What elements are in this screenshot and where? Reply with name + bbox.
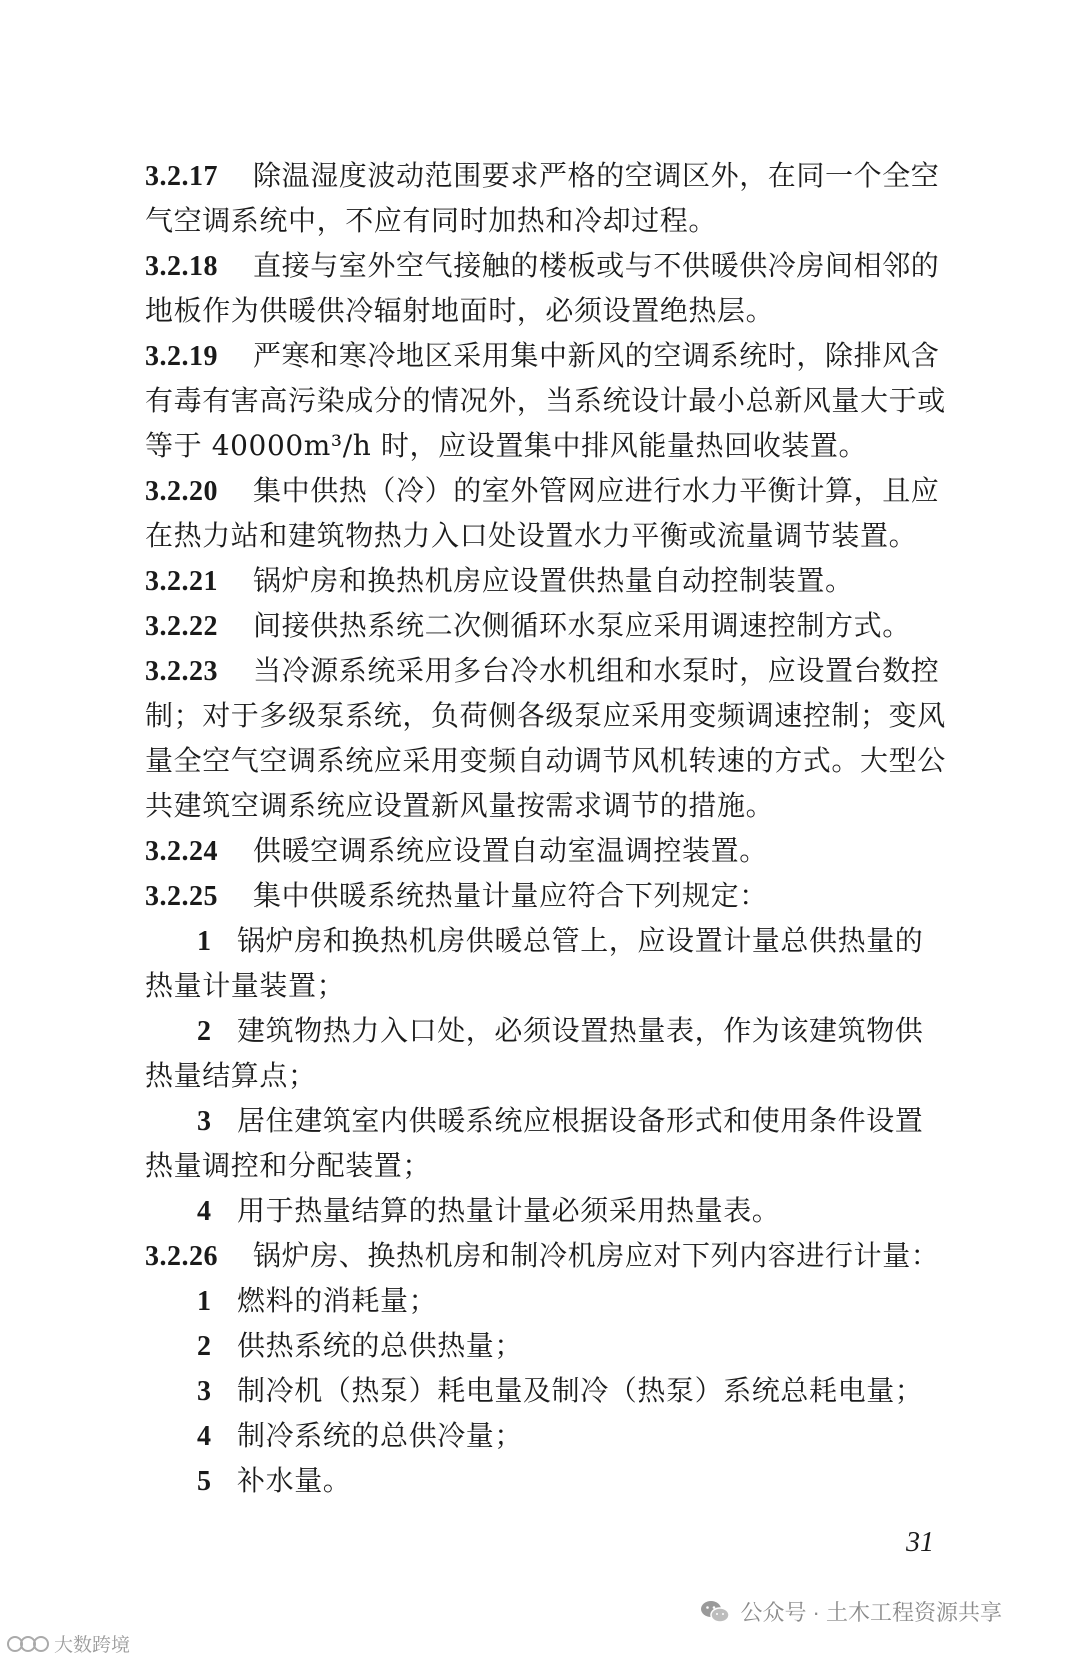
line-text: 供暖空调系统应设置自动室温调控装置。	[253, 834, 768, 867]
line-text: 用于热量结算的热量计量必须采用热量表。	[237, 1194, 781, 1227]
item-number: 1	[197, 1286, 212, 1317]
line-text: 地板作为供暖供冷辐射地面时，必须设置绝热层。	[145, 294, 775, 327]
text-line	[145, 198, 965, 243]
line-text: 供热系统的总供热量；	[237, 1329, 524, 1362]
wechat-icon	[700, 1599, 730, 1625]
line-text: 有毒有害高污染成分的情况外，当系统设计最小总新风量大于或	[145, 384, 946, 417]
watermark-right-text: 公众号 · 土木工程资源共享	[740, 1600, 1002, 1625]
item-number: 2	[197, 1331, 212, 1362]
clause-number: 3.2.23	[145, 656, 218, 687]
text-line	[145, 1188, 965, 1233]
text-line	[145, 378, 965, 423]
line-text: 制；对于多级泵系统，负荷侧各级泵应采用变频调速控制；变风	[145, 699, 946, 732]
text-line	[145, 1098, 965, 1143]
line-text: 直接与室外空气接触的楼板或与不供暖供冷房间相邻的	[253, 249, 940, 282]
line-text: 当冷源系统采用多台冷水机组和水泵时，应设置台数控	[253, 654, 940, 687]
line-text: 集中供热（冷）的室外管网应进行水力平衡计算，且应	[253, 474, 940, 507]
text-line	[145, 513, 965, 558]
text-line	[145, 693, 965, 738]
text-line	[145, 648, 965, 693]
clause-number: 3.2.18	[145, 251, 218, 282]
text-line	[145, 828, 965, 873]
clause-number: 3.2.21	[145, 566, 218, 597]
line-text: 居住建筑室内供暖系统应根据设备形式和使用条件设置	[237, 1104, 924, 1137]
text-line	[145, 1278, 965, 1323]
text-line	[145, 288, 965, 333]
text-line	[145, 153, 965, 198]
line-text: 等于 40000m³/h 时，应设置集中排风能量热回收装置。	[145, 429, 868, 462]
line-text: 制冷机（热泵）耗电量及制冷（热泵）系统总耗电量；	[237, 1374, 924, 1407]
text-line	[145, 1233, 965, 1278]
text-line	[145, 603, 965, 648]
line-text: 锅炉房和换热机房应设置供热量自动控制装置。	[253, 564, 854, 597]
page-number: 31	[906, 1527, 934, 1558]
watermark-right	[700, 1596, 1002, 1627]
item-number: 3	[197, 1106, 212, 1137]
line-text: 集中供暖系统热量计量应符合下列规定：	[253, 879, 768, 912]
text-line	[145, 1458, 965, 1503]
line-text: 热量调控和分配装置；	[145, 1149, 432, 1182]
text-line	[145, 1413, 965, 1458]
text-line	[145, 918, 965, 963]
line-text: 间接供热系统二次侧循环水泵应采用调速控制方式。	[253, 609, 911, 642]
text-line	[145, 1008, 965, 1053]
line-text: 燃料的消耗量；	[237, 1284, 438, 1317]
text-line	[145, 873, 965, 918]
text-line	[145, 1323, 965, 1368]
clause-number: 3.2.17	[145, 161, 218, 192]
watermark-left	[6, 1630, 130, 1657]
line-text: 共建筑空调系统应设置新风量按需求调节的措施。	[145, 789, 775, 822]
clause-number: 3.2.25	[145, 881, 218, 912]
item-number: 4	[197, 1196, 212, 1227]
text-line	[145, 738, 965, 783]
item-number: 2	[197, 1016, 212, 1047]
text-line	[145, 1143, 965, 1188]
brand-logo-icon	[6, 1633, 50, 1655]
line-text: 除温湿度波动范围要求严格的空调区外，在同一个全空	[253, 159, 940, 192]
item-number: 5	[197, 1466, 212, 1497]
clause-number: 3.2.24	[145, 836, 218, 867]
item-number: 1	[197, 926, 212, 957]
line-text: 补水量。	[237, 1464, 352, 1497]
text-line	[145, 963, 965, 1008]
text-line	[145, 783, 965, 828]
text-line	[145, 1368, 965, 1413]
item-number: 3	[197, 1376, 212, 1407]
line-text: 锅炉房和换热机房供暖总管上，应设置计量总供热量的	[237, 924, 924, 957]
line-text: 锅炉房、换热机房和制冷机房应对下列内容进行计量：	[253, 1239, 940, 1272]
item-number: 4	[197, 1421, 212, 1452]
line-text: 严寒和寒冷地区采用集中新风的空调系统时，除排风含	[253, 339, 940, 372]
text-line	[145, 333, 965, 378]
text-line	[145, 243, 965, 288]
line-text: 热量计量装置；	[145, 969, 346, 1002]
text-line	[145, 558, 965, 603]
line-text: 热量结算点；	[145, 1059, 317, 1092]
text-line	[145, 1053, 965, 1098]
line-text: 制冷系统的总供冷量；	[237, 1419, 524, 1452]
line-text: 建筑物热力入口处，必须设置热量表，作为该建筑物供	[237, 1014, 924, 1047]
line-text: 气空调系统中，不应有同时加热和冷却过程。	[145, 204, 718, 237]
clause-number: 3.2.26	[145, 1241, 218, 1272]
text-line	[145, 468, 965, 513]
clause-number: 3.2.19	[145, 341, 218, 372]
clause-number: 3.2.20	[145, 476, 218, 507]
watermark-left-text: 大数跨境	[54, 1635, 131, 1656]
page-body	[145, 153, 965, 1503]
text-line	[145, 423, 965, 468]
line-text: 量全空气空调系统应采用变频自动调节风机转速的方式。大型公	[145, 744, 946, 777]
line-text: 在热力站和建筑物热力入口处设置水力平衡或流量调节装置。	[145, 519, 918, 552]
clause-number: 3.2.22	[145, 611, 218, 642]
